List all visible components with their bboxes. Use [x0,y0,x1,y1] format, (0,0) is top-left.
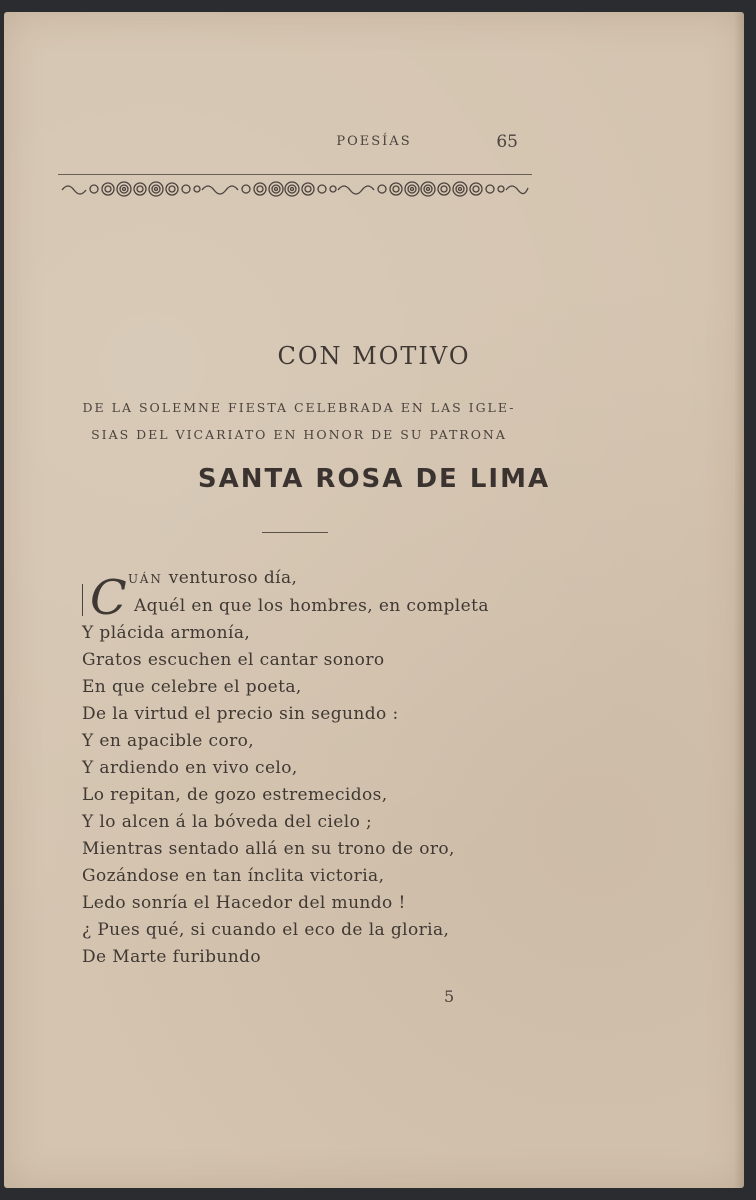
poem-line: Lo repitan, de gozo estremecidos, [82,785,388,805]
running-head-title: POESÍAS [336,134,412,149]
book-page [4,12,744,1188]
poem-line: En que celebre el poeta, [82,677,302,697]
poem-line: De la virtud el precio sin segundo : [82,704,399,724]
drop-cap-bracket [82,584,87,616]
saint-name-heading: SANTA ROSA DE LIMA [197,464,551,494]
signature-mark: 5 [444,987,455,1006]
subtitle-line-2: SIAS DEL VICARIATO EN HONOR DE SU PATRONA [91,427,507,442]
first-word-smallcaps: UÁN [128,572,163,586]
subtitle-line-1: DE LA SOLEMNE FIESTA CELEBRADA EN LAS IGLE- [82,400,516,415]
poem-line: Gozándose en tan ínclita victoria, [82,866,385,886]
page-number: 65 [496,132,518,152]
poem-line: Gratos escuchen el cantar sonoro [82,650,385,670]
poem-line: Y ardiendo en vivo celo, [82,758,298,778]
poem-line-1 [128,568,297,588]
poem-line: Mientras sentado allá en su trono de oro, [82,839,455,859]
poem-title: CON MOTIVO [277,342,471,370]
drop-cap: C [90,570,127,626]
poem-line: Ledo sonría el Hacedor del mundo ! [82,893,406,913]
poem-body [4,12,744,1188]
poem-line: De Marte furibundo [82,947,261,967]
poem-line: ¿ Pues qué, si cuando el eco de la gloria, [82,920,450,940]
first-line-tail: venturoso día, [168,568,298,588]
poem-line: Y en apacible coro, [82,731,255,751]
poem-line: Y plácida armonía, [82,623,251,643]
poem-line: Aquél en que los hombres, en completa [134,596,489,616]
poem-line: Y lo alcen á la bóveda del cielo ; [82,812,373,832]
